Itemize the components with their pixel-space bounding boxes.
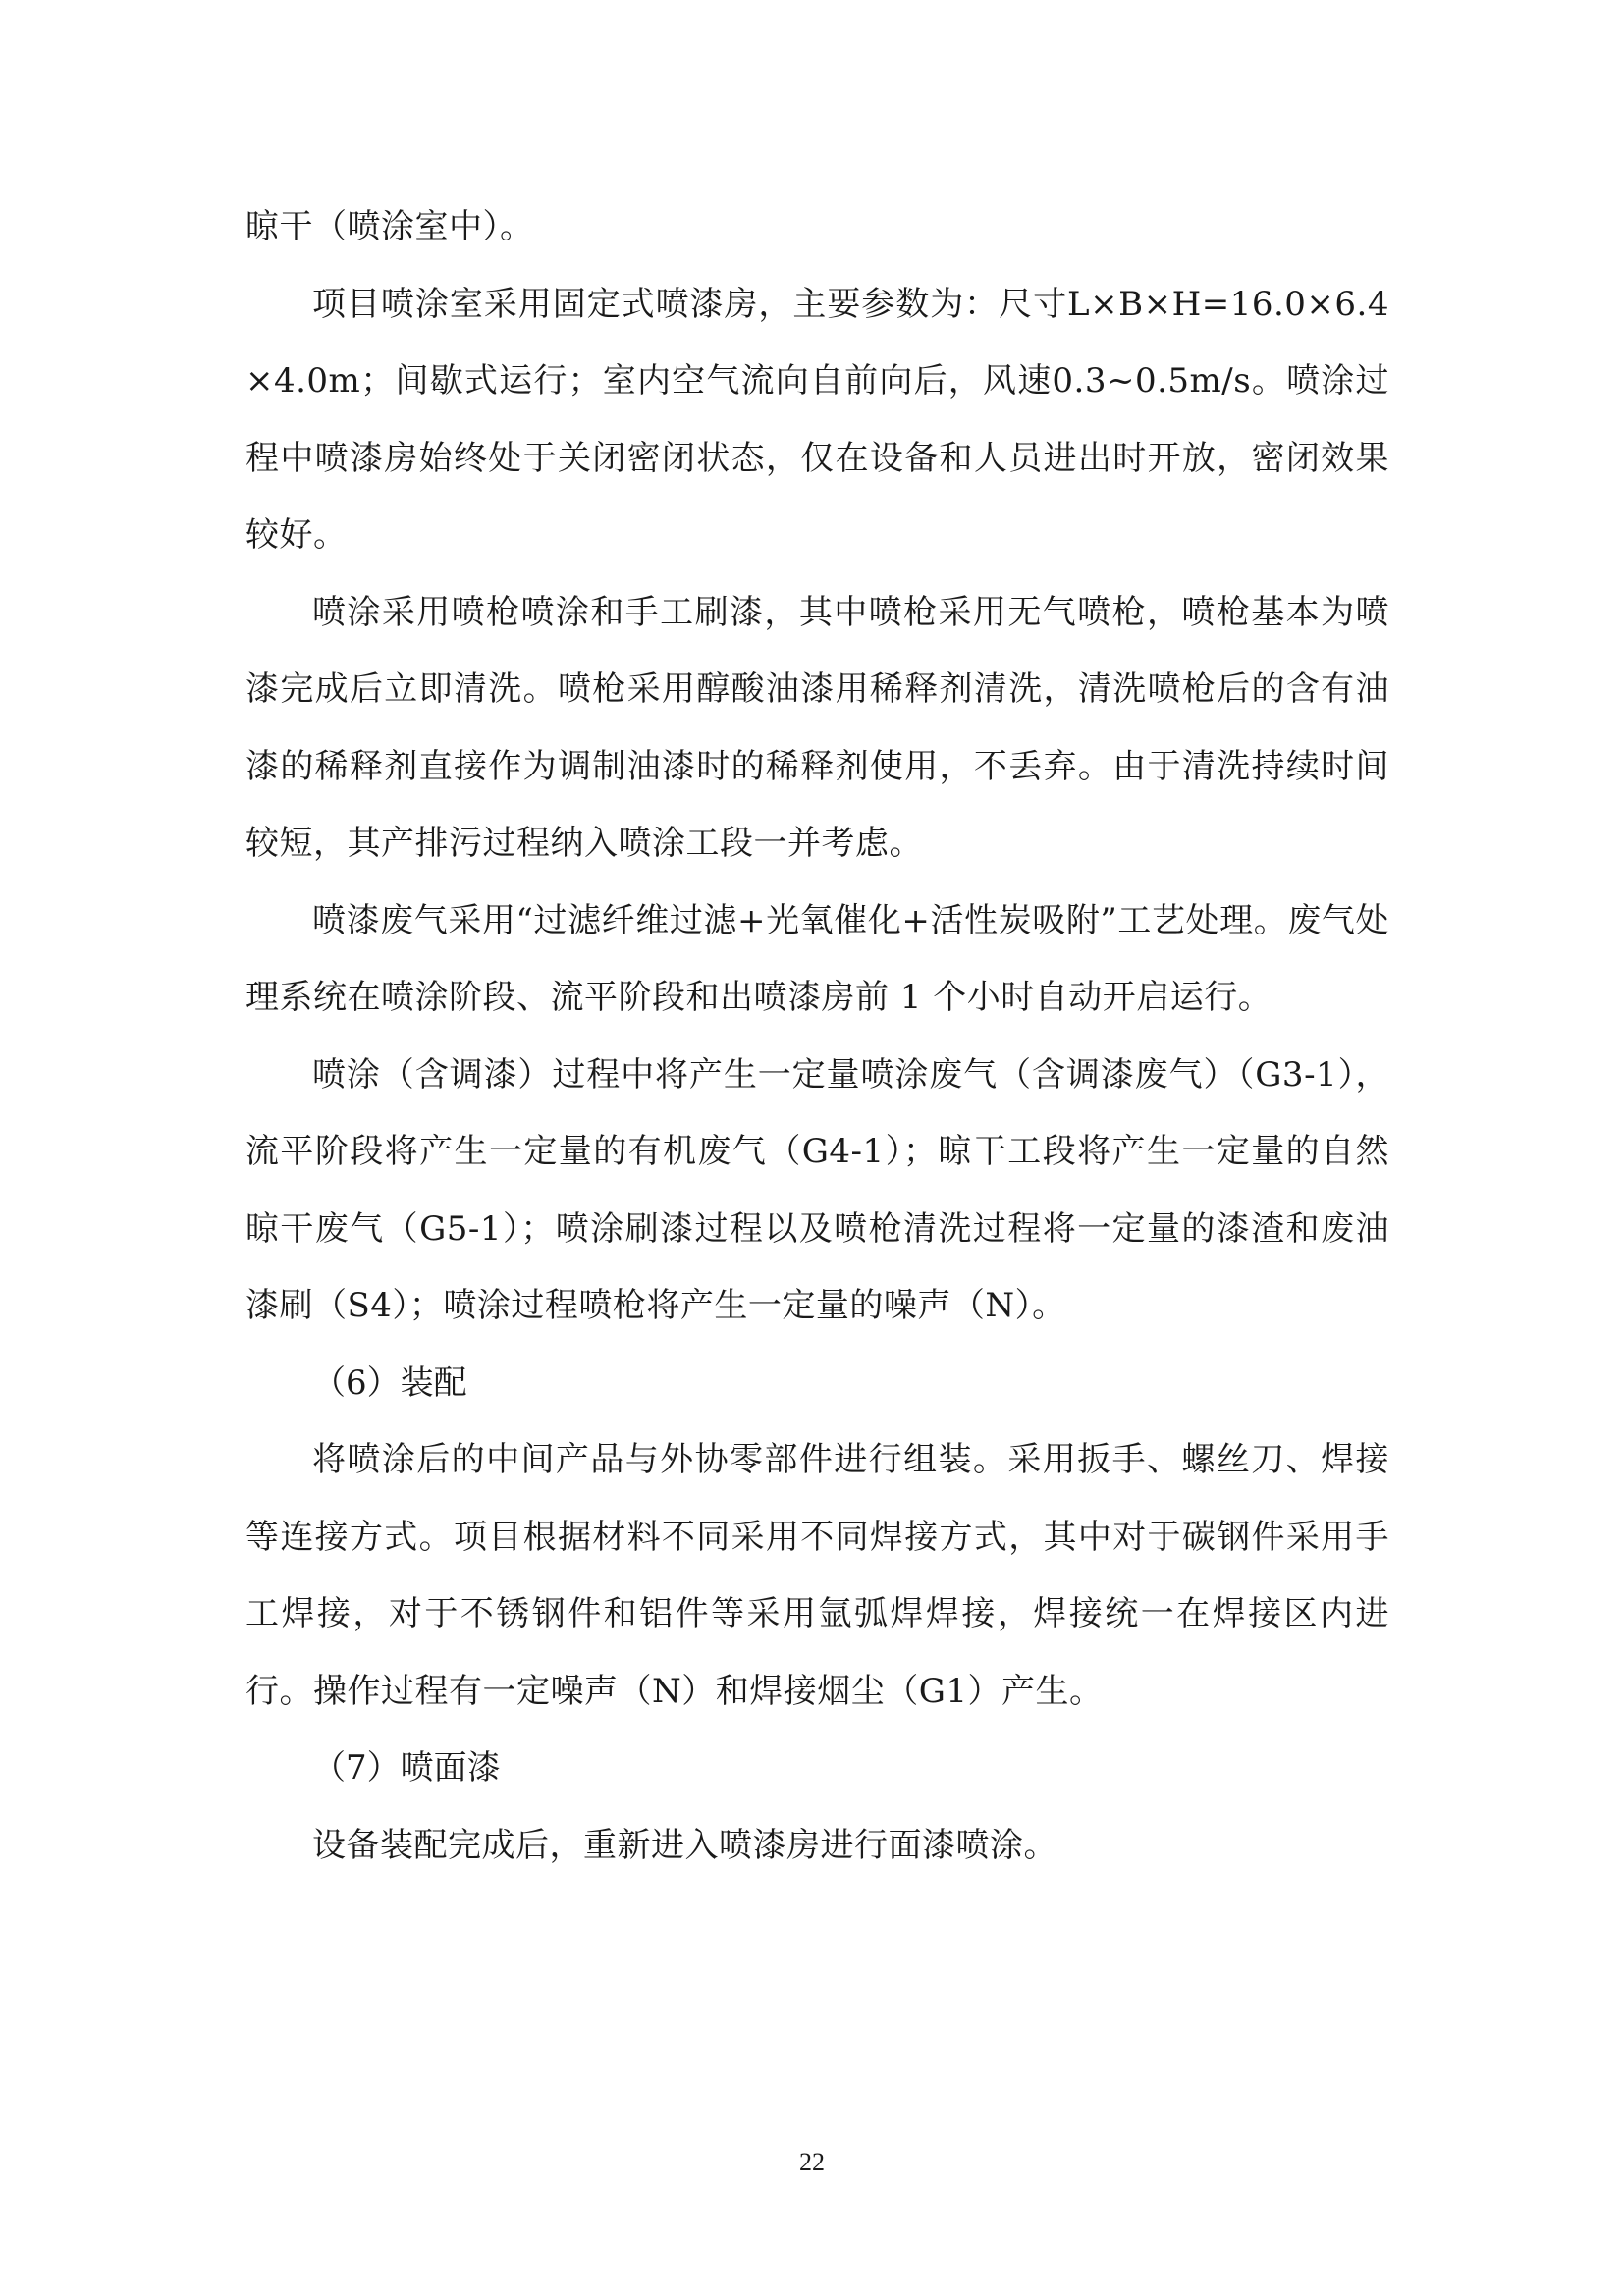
paragraph-pollutant-sources: 喷涂（含调漆）过程中将产生一定量喷涂废气（含调漆废气）（G3-1），流平阶段将产生一定量的有机废气（G4-1）；晾干工段将产生一定量的自然晾干废气（G5-1）；喷涂刷漆过程以及喷枪清洗过程将一定量的漆渣和废油漆刷（S4）；喷涂过程喷枪将产生一定量的噪声（N）。 (245, 1054, 1389, 1325)
paragraph-topcoat: 设备装配完成后，重新进入喷漆房进行面漆喷涂。 (312, 1825, 1057, 1865)
page-number: 22 (799, 2148, 825, 2176)
paragraph-spray-room-parameters: 项目喷涂室采用固定式喷漆房，主要参数为：尺寸L×B×H=16.0×6.4×4.0m；间歇式运行；室内空气流向自前向后，风速0.3~0.5m/s。喷涂过程中喷漆房始终处于关闭密闭状态，仅在设备和人员进出时开放，密闭效果较好。 (245, 284, 1389, 555)
paragraph-continuation: 晾干（喷涂室中）。 (245, 207, 534, 246)
body-text (245, 188, 1389, 1884)
section-heading-topcoat: （7）喷面漆 (312, 1748, 501, 1788)
paragraph-exhaust-treatment: 喷漆废气采用“过滤纤维过滤+光氧催化+活性炭吸附”工艺处理。废气处理系统在喷涂阶段、流平阶段和出喷漆房前 1 个小时自动开启运行。 (245, 900, 1389, 1017)
paragraph-assembly: 将喷涂后的中间产品与外协零部件进行组装。采用扳手、螺丝刀、焊接等连接方式。项目根据材料不同采用不同焊接方式，其中对于碳钢件采用手工焊接，对于不锈钢件和铝件等采用氩弧焊焊接，焊接统一在焊接区内进行。操作过程有一定噪声（N）和焊接烟尘（G1）产生。 (245, 1440, 1389, 1711)
section-heading-assembly: （6）装配 (312, 1362, 467, 1403)
paragraph-spray-gun-cleaning: 喷涂采用喷枪喷涂和手工刷漆，其中喷枪采用无气喷枪，喷枪基本为喷漆完成后立即清洗。喷枪采用醇酸油漆用稀释剂清洗，清洗喷枪后的含有油漆的稀释剂直接作为调制油漆时的稀释剂使用，不丢弃。由于清洗持续时间较短，其产排污过程纳入喷涂工段一并考虑。 (245, 592, 1389, 863)
